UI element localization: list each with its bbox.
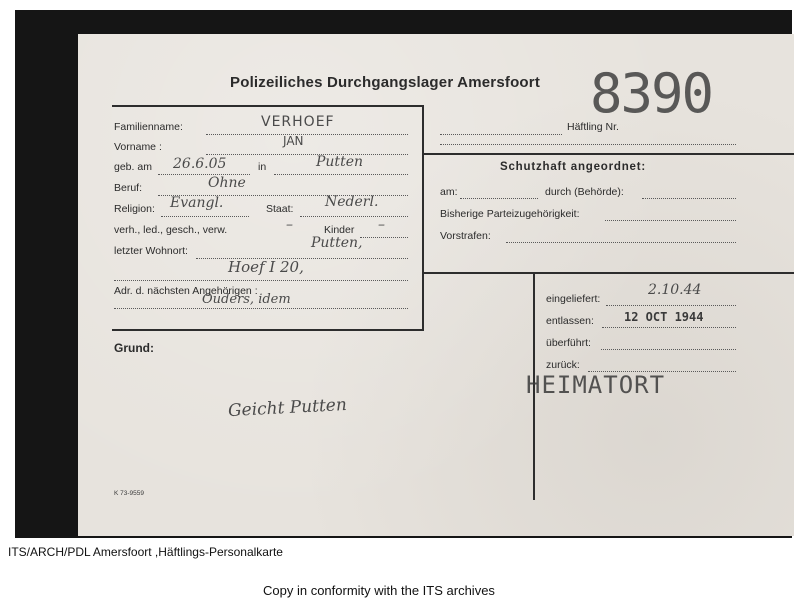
eingeliefert-value: 2.10.44 [648, 282, 702, 298]
right-top-divider [424, 153, 794, 155]
am-line [460, 198, 538, 199]
archive-caption: ITS/ARCH/PDL Amersfoort ,Häftlings-Personalkarte [8, 545, 283, 559]
verh-value: – [286, 217, 293, 233]
staat-value: Nederl. [325, 194, 379, 210]
in-label: in [258, 161, 267, 173]
entlassen-line [602, 327, 736, 328]
ueberfuehrt-label: überführt: [546, 337, 591, 349]
grund-label: Grund: [114, 341, 154, 355]
zurueck-label: zurück: [546, 359, 580, 371]
familienname-label: Familienname: [114, 121, 183, 133]
entlassen-date-stamp: 12 OCT 1944 [624, 310, 704, 324]
eingeliefert-label: eingeliefert: [546, 293, 601, 305]
prisoner-card [78, 34, 794, 536]
beruf-value: Ohne [208, 175, 246, 191]
card-title: Polizeiliches Durchgangslager Amersfoort [230, 74, 541, 91]
staat-label: Staat: [266, 203, 294, 215]
adr-value: Ouders, idem [202, 292, 291, 307]
kinder-line [360, 237, 408, 238]
in-value: Putten [316, 154, 363, 170]
familienname-line [206, 134, 408, 135]
beruf-label: Beruf: [114, 182, 143, 194]
in-line [274, 174, 408, 175]
grund-value: Geicht Putten [227, 394, 348, 422]
geb-value: 26.6.05 [173, 156, 227, 172]
vorstrafen-line [506, 242, 736, 243]
adr-line [114, 308, 408, 309]
verh-label: verh., led., gesch., verw. [114, 224, 228, 236]
partei-line [605, 220, 736, 221]
wohnort-label: letzter Wohnort: [114, 245, 188, 257]
kinder-label: Kinder [324, 224, 355, 236]
geb-label: geb. am [114, 161, 152, 173]
adr-label: Adr. d. nächsten Angehörigen : [114, 285, 258, 297]
vorname-line [206, 154, 408, 155]
ueberfuehrt-line [601, 349, 736, 350]
entlassen-label: entlassen: [546, 315, 594, 327]
vorname-value: JAN [283, 134, 304, 148]
wohnort-value-1: Putten, [311, 235, 363, 251]
vorstrafen-label: Vorstrafen: [440, 230, 491, 242]
wohnort-line-2 [114, 280, 408, 281]
kinder-value: – [378, 217, 385, 233]
wohnort-value-2: Hoef I 20, [228, 258, 304, 276]
schutzhaft-label: Schutzhaft angeordnet: [500, 161, 647, 173]
staat-line [300, 216, 408, 217]
religion-label: Religion: [114, 203, 155, 215]
durch-line [642, 198, 736, 199]
haeftling-label: Häftling Nr. [567, 121, 619, 133]
partei-label: Bisherige Parteizugehörigkeit: [440, 208, 580, 220]
familienname-value: VERHOEF [261, 114, 335, 130]
haeftling-line [440, 134, 562, 135]
scanned-document [15, 10, 792, 538]
right-mid-divider [424, 272, 794, 274]
copy-caption: Copy in conformity with the ITS archives [263, 583, 495, 598]
durch-label: durch (Behörde): [545, 186, 624, 198]
religion-value: Evangl. [170, 195, 224, 211]
vorname-label: Vorname : [114, 141, 162, 153]
form-code: K 73-9559 [114, 490, 144, 497]
religion-line [161, 216, 249, 217]
eingeliefert-line [606, 305, 736, 306]
haeftling-line-2 [440, 144, 736, 145]
prisoner-number-stamp: 8390 [590, 62, 713, 125]
heimatort-stamp: HEIMATORT [526, 371, 666, 399]
am-label: am: [440, 186, 458, 198]
